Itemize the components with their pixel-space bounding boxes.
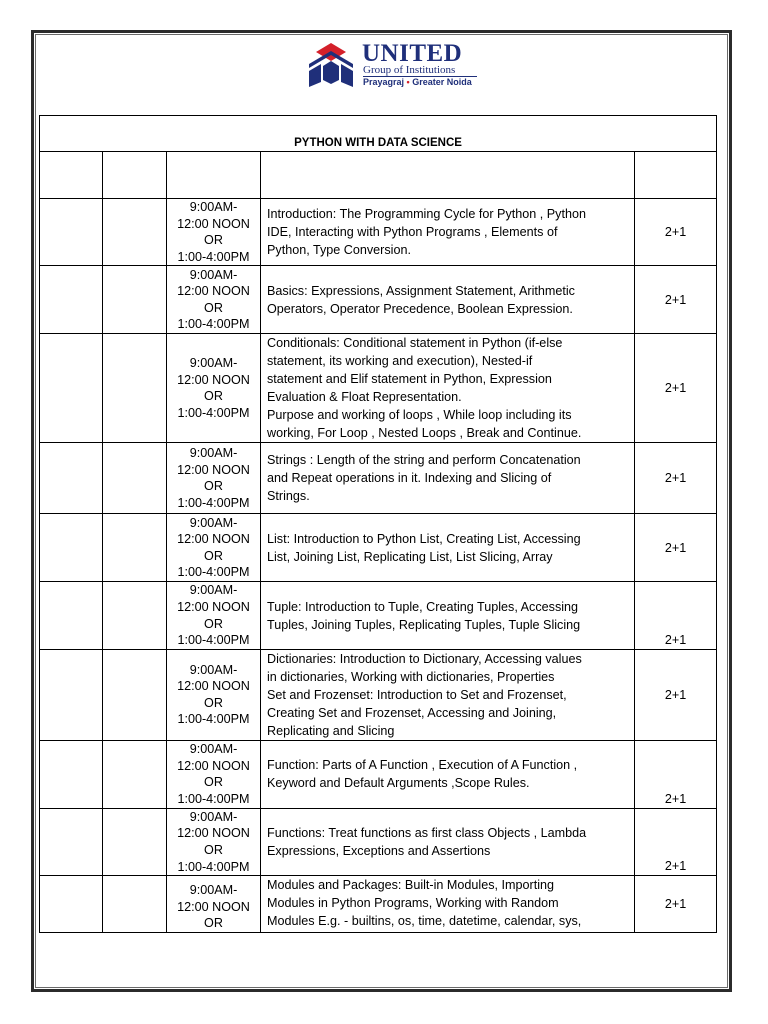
empty-cell [103,199,167,266]
empty-cell [103,334,167,443]
empty-cell [103,266,167,334]
topic-line: Creating Set and Frozenset, Accessing and Joining, [267,705,557,720]
table-row [40,876,717,933]
topic-line: Strings. [267,489,310,504]
time-line: 12:00 NOON [177,826,250,841]
time-line: 9:00AM- [189,883,238,898]
header-cell-3 [167,152,261,199]
credit-value: 2+1 [635,649,717,740]
topic-description [261,514,635,582]
header-row [40,152,717,199]
topic-line: Expressions, Exceptions and Assertions [267,843,491,858]
location-separator: • [406,77,410,87]
empty-cell [40,876,103,933]
empty-cell [103,649,167,740]
empty-cell [40,334,103,443]
empty-cell [103,443,167,514]
topic-line: Tuple: Introduction to Tuple, Creating Tuples, Accessing [267,599,579,614]
logo-emblem-icon [305,42,357,88]
topic-line: Keyword and Default Arguments ,Scope Rules. [267,776,530,791]
location-right: Greater Noida [412,77,472,87]
table-row [40,740,717,808]
topic-line: and Repeat operations in it. Indexing and Slicing of [267,471,552,486]
time-line: OR [204,916,223,931]
logo-subtitle: Group of Institutions [363,64,456,76]
time-line: OR [204,300,223,315]
topic-line: Modules and Packages: Built-in Modules, Importing [267,878,555,893]
credit-value: 2+1 [635,514,717,582]
session-time [167,514,261,582]
logo-name: UNITED [362,40,463,67]
topic-line: statement and Elif statement in Python, Expression [267,372,552,387]
empty-cell [40,649,103,740]
time-line: OR [204,775,223,790]
table-row [40,808,717,875]
credit-value: 2+1 [635,876,717,933]
topic-description [261,199,635,266]
topic-line: Evaluation & Float Representation. [267,390,462,405]
empty-cell [40,266,103,334]
table-row [40,582,717,649]
topic-line: IDE, Interacting with Python Programs , Elements of [267,225,558,240]
time-line: 1:00-4:00PM [177,712,250,727]
empty-cell [40,740,103,808]
time-line: 12:00 NOON [177,758,250,773]
topic-description [261,808,635,875]
topic-description [261,582,635,649]
time-line: OR [204,842,223,857]
time-line: 1:00-4:00PM [177,317,250,332]
table-row [40,199,717,266]
header-cell-5 [635,152,717,199]
time-line: OR [204,548,223,563]
logo-location [363,77,472,87]
session-time [167,582,261,649]
time-line: 9:00AM- [189,446,238,461]
topic-line: List, Joining List, Replicating List, List Slicing, Array [267,549,553,564]
header-cell-2 [103,152,167,199]
empty-cell [40,582,103,649]
empty-cell [103,582,167,649]
table-row [40,649,717,740]
topic-line: Modules E.g. - builtins, os, time, datetime, calendar, sys, [267,914,582,929]
topic-line: Python, Type Conversion. [267,243,411,258]
topic-line: Dictionaries: Introduction to Dictionary, Accessing values [267,651,582,666]
location-left: Prayagraj [363,77,405,87]
time-line: 12:00 NOON [177,532,250,547]
topic-line: Function: Parts of A Function , Execution of A Function , [267,758,578,773]
topic-line: Strings : Length of the string and perform Concatenation [267,453,581,468]
topic-description [261,740,635,808]
empty-cell [103,808,167,875]
empty-cell [103,740,167,808]
credit-value: 2+1 [635,808,717,875]
course-schedule-table [39,115,717,933]
time-line: OR [204,616,223,631]
time-line: 9:00AM- [189,583,238,598]
time-line: 12:00 NOON [177,599,250,614]
time-line: 12:00 NOON [177,462,250,477]
topic-line: Introduction: The Programming Cycle for Python , Python [267,207,586,222]
session-time [167,199,261,266]
session-time [167,649,261,740]
header-cell-4 [261,152,635,199]
credit-value: 2+1 [635,334,717,443]
empty-cell [103,514,167,582]
time-line: 12:00 NOON [177,679,250,694]
topic-line: Operators, Operator Precedence, Boolean Expression. [267,301,573,316]
topic-line: Modules in Python Programs, Working with Random [267,896,559,911]
table-row [40,266,717,334]
time-line: 12:00 NOON [177,284,250,299]
topic-line: Replicating and Slicing [267,723,395,738]
session-time [167,443,261,514]
table-row [40,443,717,514]
topic-line: Functions: Treat functions as first class Objects , Lambda [267,825,587,840]
time-line: 1:00-4:00PM [177,495,250,510]
topic-description [261,876,635,933]
time-line: 1:00-4:00PM [177,791,250,806]
session-time [167,876,261,933]
time-line: 9:00AM- [189,200,238,214]
session-time [167,266,261,334]
time-line: 9:00AM- [189,809,238,824]
time-line: 12:00 NOON [177,372,250,387]
empty-cell [40,199,103,266]
time-line: OR [204,479,223,494]
time-line: 9:00AM- [189,515,238,530]
time-line: 1:00-4:00PM [177,633,250,648]
empty-cell [40,808,103,875]
topic-line: in dictionaries, Working with dictionaries, Properties [267,669,555,684]
time-line: 1:00-4:00PM [177,249,250,264]
time-line: 9:00AM- [189,742,238,757]
title-row [40,116,717,152]
time-line: 9:00AM- [189,267,238,282]
time-line: 12:00 NOON [177,216,250,231]
table-row [40,334,717,443]
topic-line: Conditionals: Conditional statement in Python (if-else [267,336,563,351]
credit-value: 2+1 [635,740,717,808]
time-line: OR [204,695,223,710]
topic-line: statement, its working and execution), Nested-if [267,354,533,369]
time-line: 1:00-4:00PM [177,405,250,420]
time-line: OR [204,233,223,248]
time-line: OR [204,389,223,404]
session-time [167,334,261,443]
topic-line: Set and Frozenset: Introduction to Set and Frozenset, [267,687,567,702]
time-line: 1:00-4:00PM [177,859,250,874]
credit-value: 2+1 [635,443,717,514]
topic-description [261,443,635,514]
topic-description [261,649,635,740]
topic-line: working, For Loop , Nested Loops , Break and Continue. [267,426,582,441]
time-line: 12:00 NOON [177,899,250,914]
credit-value: 2+1 [635,199,717,266]
empty-cell [40,443,103,514]
time-line: 1:00-4:00PM [177,565,250,580]
empty-cell [40,514,103,582]
topic-line: Purpose and working of loops , While loop including its [267,408,572,423]
topic-line: Tuples, Joining Tuples, Replicating Tuples, Tuple Slicing [267,617,581,632]
institution-logo [305,40,480,92]
time-line: 9:00AM- [189,662,238,677]
course-title: PYTHON WITH DATA SCIENCE [40,116,717,152]
session-time [167,808,261,875]
credit-value: 2+1 [635,266,717,334]
credit-value: 2+1 [635,582,717,649]
topic-line: Basics: Expressions, Assignment Statement, Arithmetic [267,283,575,298]
topic-description [261,266,635,334]
table-row [40,514,717,582]
session-time [167,740,261,808]
time-line: 9:00AM- [189,356,238,371]
topic-description [261,334,635,443]
header-cell-1 [40,152,103,199]
empty-cell [103,876,167,933]
topic-line: List: Introduction to Python List, Creating List, Accessing [267,531,581,546]
